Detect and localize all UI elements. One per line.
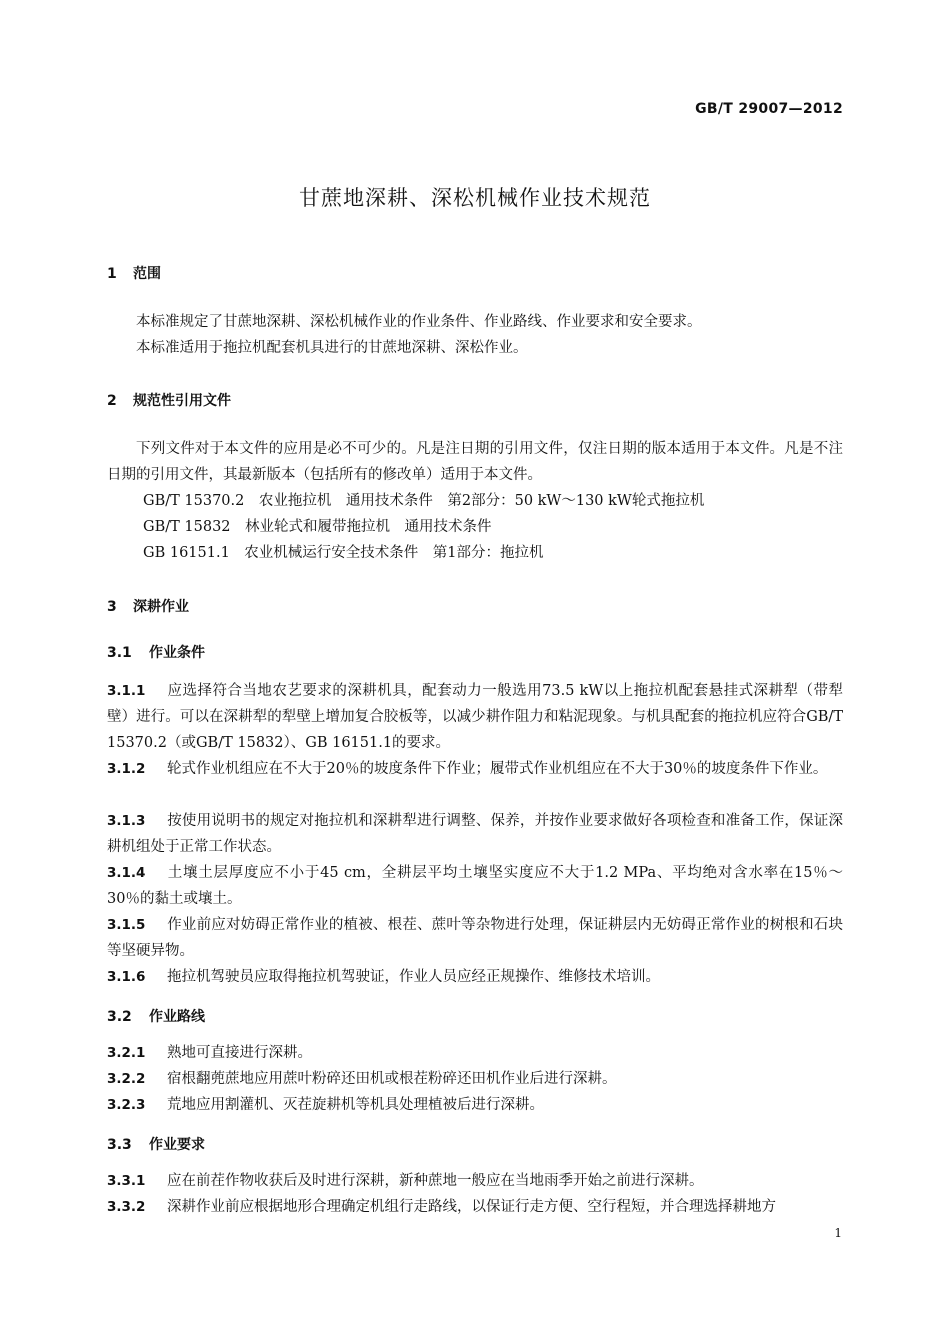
clause-number: 3.1.1: [107, 683, 146, 699]
subsection-number: 3.3: [107, 1137, 132, 1153]
paragraph: 本标准适用于拖拉机配套机具进行的甘蔗地深耕、深松作业。: [136, 340, 528, 356]
subsection-title: 作业要求: [149, 1137, 205, 1153]
clause-3-3-2: [107, 1194, 843, 1220]
clause-text: 按使用说明书的规定对拖拉机和深耕犁进行调整、保养，并按作业要求做好各项检查和准备工作，保证深耕机组处于正常工作状态。: [107, 813, 843, 855]
subsection-heading-3-2: [107, 1006, 205, 1026]
subsection-heading-3-1: [107, 642, 205, 662]
clause-number: 3.1.3: [107, 813, 146, 829]
clause-text: 熟地可直接进行深耕。: [167, 1045, 312, 1061]
clause-text: 应在前茬作物收获后及时进行深耕，新种蔗地一般应在当地雨季开始之前进行深耕。: [167, 1173, 704, 1189]
subsection-heading-3-3: [107, 1134, 205, 1154]
section-heading-3: [107, 596, 189, 616]
clause-number: 3.2.2: [107, 1071, 146, 1087]
clause-3-2-2: [107, 1066, 843, 1092]
clause-3-1-3: [107, 808, 843, 860]
section-number: 3: [107, 599, 117, 615]
section-number: 1: [107, 266, 117, 282]
section-title: 范围: [133, 266, 161, 282]
clause-text: 荒地应用割灌机、灭茬旋耕机等机具处理植被后进行深耕。: [167, 1097, 544, 1113]
clause-3-2-1: [107, 1040, 843, 1066]
clause-text: 宿根翻蔸蔗地应用蔗叶粉碎还田机或根茬粉碎还田机作业后进行深耕。: [167, 1071, 617, 1087]
document-title: 甘蔗地深耕、深松机械作业技术规范: [299, 186, 651, 210]
clause-number: 3.3.2: [107, 1199, 146, 1215]
subsection-title: 作业条件: [149, 645, 205, 661]
clause-text: 拖拉机驾驶员应取得拖拉机驾驶证，作业人员应经正规操作、维修技术培训。: [167, 969, 660, 985]
standard-code: GB/T 29007—2012: [695, 101, 843, 117]
reference-item: GB/T 15370.2 农业拖拉机 通用技术条件 第2部分：50 kW～130 kW轮式拖拉机: [143, 493, 705, 509]
clause-3-1-1: [107, 678, 843, 756]
clause-text: 作业前应对妨碍正常作业的植被、根茬、蔗叶等杂物进行处理，保证耕层内无妨碍正常作业的树根和石块等坚硬异物。: [107, 917, 843, 959]
clause-number: 3.1.5: [107, 917, 146, 933]
paragraph: 下列文件对于本文件的应用是必不可少的。凡是注日期的引用文件，仅注日期的版本适用于本文件。凡是不注日期的引用文件，其最新版本（包括所有的修改单）适用于本文件。: [107, 441, 843, 483]
clause-3-3-1: [107, 1168, 843, 1194]
clause-text: 土壤土层厚度应不小于45 cm，全耕层平均土壤坚实度应不大于1.2 MPa、平均绝对含水率在15％～30％的黏土或壤土。: [107, 865, 843, 907]
section-number: 2: [107, 393, 117, 409]
clause-3-1-5: [107, 912, 843, 964]
clause-text: 深耕作业前应根据地形合理确定机组行走路线，以保证行走方便、空行程短，并合理选择耕地方: [167, 1199, 776, 1215]
clause-number: 3.2.1: [107, 1045, 146, 1061]
section-title: 深耕作业: [133, 599, 189, 615]
clause-number: 3.2.3: [107, 1097, 146, 1113]
clause-number: 3.1.6: [107, 969, 146, 985]
reference-item: GB 16151.1 农业机械运行安全技术条件 第1部分：拖拉机: [143, 545, 544, 561]
section-heading-2: [107, 390, 231, 410]
clause-number: 3.3.1: [107, 1173, 146, 1189]
clause-text: 轮式作业机组应在不大于20％的坡度条件下作业；履带式作业机组应在不大于30％的坡度条件下作业。: [167, 761, 828, 777]
section-title: 规范性引用文件: [133, 393, 231, 409]
page-number: 1: [834, 1226, 842, 1240]
clause-3-2-3: [107, 1092, 843, 1118]
clause-3-1-6: [107, 964, 843, 990]
subsection-title: 作业路线: [149, 1009, 205, 1025]
clause-text: 应选择符合当地农艺要求的深耕机具，配套动力一般选用73.5 kW以上拖拉机配套悬挂式深耕犁（带犁壁）进行。可以在深耕犁的犁壁上增加复合胶板等，以减少耕作阻力和粘泥现象。与机具配套的拖拉机应符合GB/T 15370.2（或GB/T 15832）、GB 16151.1的要求。: [107, 683, 843, 751]
reference-item: GB/T 15832 林业轮式和履带拖拉机 通用技术条件: [143, 519, 492, 535]
subsection-number: 3.2: [107, 1009, 132, 1025]
clause-number: 3.1.4: [107, 865, 146, 881]
subsection-number: 3.1: [107, 645, 132, 661]
clause-3-1-2: [107, 756, 843, 782]
section-heading-1: [107, 263, 161, 283]
clause-number: 3.1.2: [107, 761, 146, 777]
clause-3-1-4: [107, 860, 843, 912]
paragraph: 本标准规定了甘蔗地深耕、深松机械作业的作业条件、作业路线、作业要求和安全要求。: [136, 314, 702, 330]
